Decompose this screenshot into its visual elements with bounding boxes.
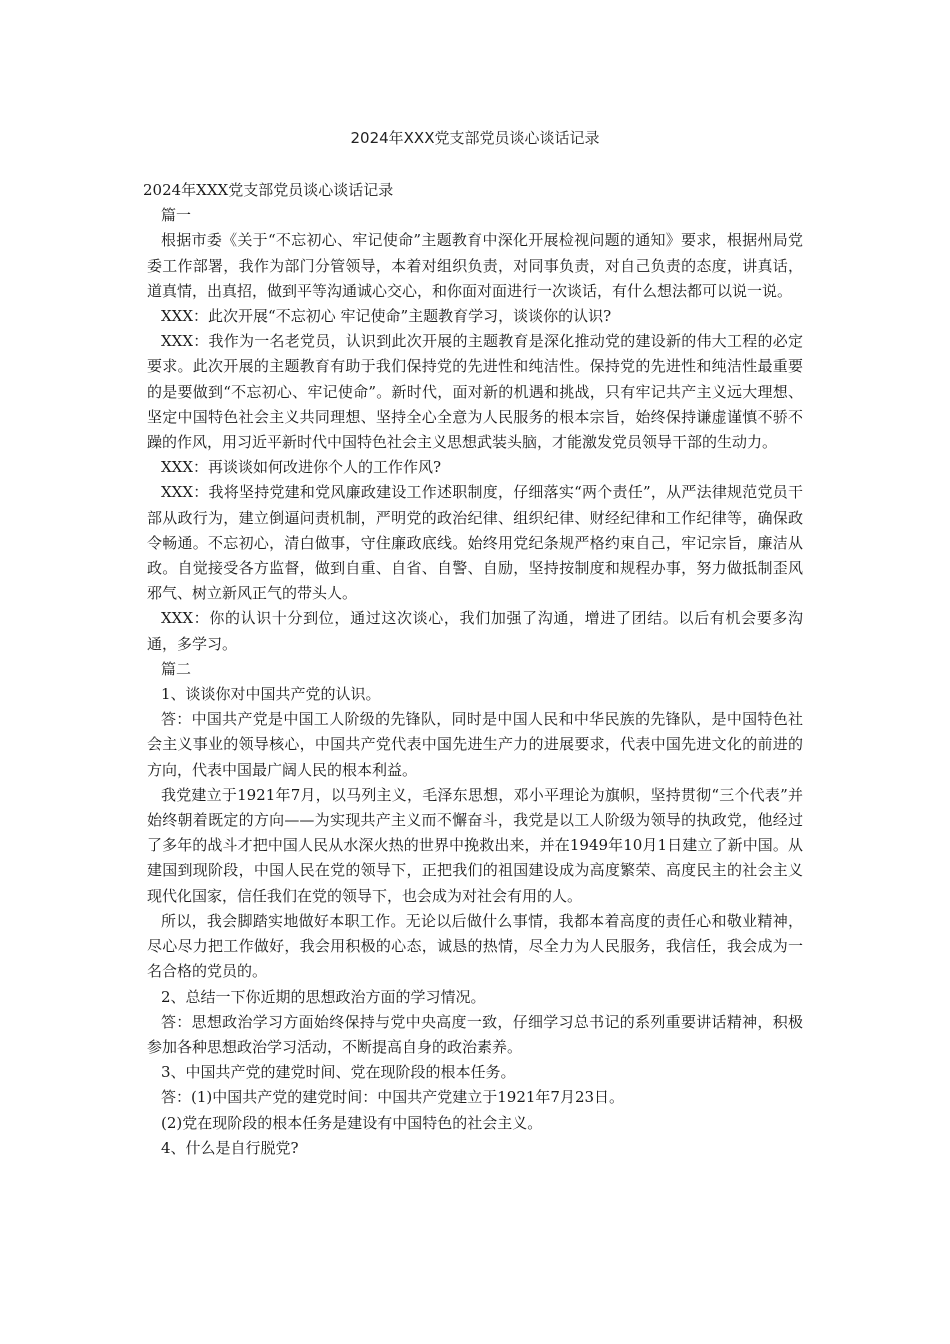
page-title: 2024年XXX党支部党员谈心谈话记录	[350, 129, 600, 147]
paragraph: 答：中国共产党是中国工人阶级的先锋队，同时是中国人民和中华民族的先锋队，是中国特色社会主义事业的领导核心，中国共产党代表中国先进生产力的进展要求，代表中国先进文化的前进的方向，代表中国最广阔人民的根本利益。	[147, 710, 803, 779]
paragraph: XXX：你的认识十分到位，通过这次谈心，我们加强了沟通，增进了团结。以后有机会要多沟通，多学习。	[147, 609, 803, 653]
paragraph: 答：(1)中国共产党的建党时间：中国共产党建立于1921年7月23日。	[161, 1088, 625, 1107]
question: 1、谈谈你对中国共产党的认识。	[161, 685, 381, 704]
document-body	[143, 178, 803, 1161]
paragraph: 根据市委《关于“不忘初心、牢记使命”主题教育中深化开展检视问题的通知》要求，根据州局党委工作部署，我作为部门分管领导，本着对组织负责，对同事负责，对自己负责的态度，讲真话，道真情，出真招，做到平等沟通诚心交心，和你面对面进行一次谈话，有什么想法都可以说一说。	[147, 231, 803, 300]
paragraph: 答：思想政治学习方面始终保持与党中央高度一致，仔细学习总书记的系列重要讲话精神，积极参加各种思想政治学习活动，不断提高自身的政治素养。	[147, 1012, 803, 1056]
paragraph: (2)党在现阶段的根本任务是建设有中国特色的社会主义。	[161, 1113, 543, 1132]
paragraph: 我党建立于1921年7月，以马列主义，毛泽东思想，邓小平理论为旗帜，坚持贯彻“三个代表”并始终朝着既定的方向——为实现共产主义而不懈奋斗，我党是以工人阶级为领导的执政党，他经过了多年的战斗才把中国人民从水深火热的世界中挽救出来，并在1949年10月1日建立了新中国。从建国到现阶段，中国人民在党的领导下，正把我们的祖国建设成为高度繁荣、高度民主的社会主义现代化国家，信任我们在党的领导下，也会成为对社会有用的人。	[147, 785, 803, 905]
question: 2、总结一下你近期的思想政治方面的学习情况。	[161, 987, 486, 1006]
body-heading: 2024年XXX党支部党员谈心谈话记录	[143, 181, 394, 199]
paragraph: XXX：我将坚持党建和党风廉政建设工作述职制度，仔细落实“两个责任”，从严法律规范党员干部从政行为，建立倒逼问责机制，严明党的政治纪律、组织纪律、财经纪律和工作纪律等，确保政令畅通。不忘初心，清白做事，守住廉政底线。始终用党纪条规严格约束自己，牢记宗旨，廉洁从政。自觉接受各方监督，做到自重、自省、自警、自励，坚持按制度和规程办事，努力做抵制歪风邪气、树立新风正气的带头人。	[147, 483, 803, 603]
section-label-part-two: 篇二	[161, 659, 192, 678]
question: 3、中国共产党的建党时间、党在现阶段的根本任务。	[161, 1063, 516, 1082]
paragraph: XXX：此次开展“不忘初心 牢记使命”主题教育学习，谈谈你的认识?	[161, 307, 612, 326]
paragraph: 所以，我会脚踏实地做好本职工作。无论以后做什么事情，我都本着高度的责任心和敬业精神，尽心尽力把工作做好，我会用积极的心态，诚恳的热情，尽全力为人民服务，我信任，我会成为一名合格的党员的。	[147, 911, 803, 981]
paragraph: XXX：我作为一名老党员，认识到此次开展的主题教育是深化推动党的建设新的伟大工程的必定要求。此次开展的主题教育有助于我们保持党的先进性和纯洁性。保持党的先进性和纯洁性最重要的是要做到“不忘初心、牢记使命”。新时代，面对新的机遇和挑战，只有牢记共产主义远大理想、坚定中国特色社会主义共同理想、坚持全心全意为人民服务的根本宗旨，始终保持谦虚谨慎不骄不躁的作风，用习近平新时代中国特色社会主义思想武装头脑，才能激发党员领导干部的生动力。	[147, 332, 803, 452]
section-label-part-one: 篇一	[161, 206, 192, 225]
question: 4、什么是自行脱党?	[161, 1138, 299, 1157]
paragraph: XXX：再谈谈如何改进你个人的工作作风?	[161, 458, 442, 477]
